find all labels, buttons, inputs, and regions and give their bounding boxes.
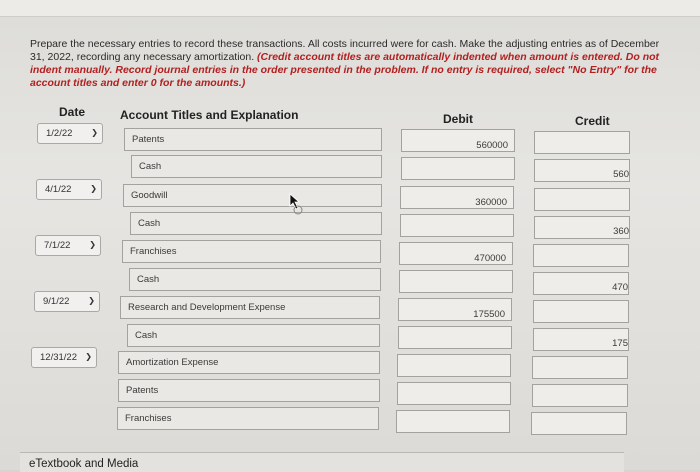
- account-field-10[interactable]: Patents: [118, 379, 380, 402]
- debit-field-5[interactable]: 470000: [399, 242, 513, 265]
- debit-field-11[interactable]: [396, 410, 510, 433]
- debit-field-3[interactable]: 360000: [400, 186, 514, 209]
- credit-field-5[interactable]: [533, 244, 629, 267]
- credit-field-9[interactable]: [532, 356, 628, 379]
- chevron-down-icon: ❯: [85, 352, 92, 361]
- account-field-9[interactable]: Amortization Expense: [118, 351, 380, 374]
- credit-field-8[interactable]: 175: [533, 328, 629, 351]
- credit-field-6[interactable]: 470: [533, 272, 629, 295]
- instructions-red-text: (Credit account titles are automatically indented when amount is entered. Do not indent manually. Record journal entries in the order presented in the problem. If no entry is required, select "No Entry" for the account titles and enter 0 for the amounts.): [30, 51, 660, 89]
- credit-field-3[interactable]: [534, 188, 630, 211]
- header-credit: Credit: [575, 114, 610, 128]
- instructions-text: Prepare the necessary entries to record these transactions. All costs incurred were for cash. Make the adjusting entries as of December 31, 2022, recording any necessary amortization.: [30, 38, 660, 63]
- chevron-down-icon: ❯: [90, 184, 97, 193]
- account-field-2[interactable]: Cash: [131, 155, 382, 178]
- debit-field-1[interactable]: 560000: [401, 129, 515, 152]
- date-select-1[interactable]: 1/2/22 ❯: [37, 123, 103, 144]
- account-field-1[interactable]: Patents: [124, 128, 382, 151]
- credit-field-4[interactable]: 360: [534, 216, 630, 239]
- credit-field-1[interactable]: [534, 131, 630, 154]
- debit-field-10[interactable]: [397, 382, 511, 405]
- credit-field-10[interactable]: [532, 384, 628, 407]
- account-field-11[interactable]: Franchises: [117, 407, 379, 430]
- date-select-5[interactable]: 12/31/22 ❯: [31, 347, 97, 368]
- credit-field-7[interactable]: [533, 300, 629, 323]
- chevron-down-icon: ❯: [89, 240, 96, 249]
- debit-field-4[interactable]: [400, 214, 514, 237]
- account-field-6[interactable]: Cash: [129, 268, 381, 291]
- debit-field-8[interactable]: [398, 326, 512, 349]
- instructions: [30, 38, 670, 90]
- header-debit: Debit: [443, 112, 473, 126]
- date-select-4[interactable]: 9/1/22 ❯: [34, 291, 100, 312]
- chevron-down-icon: ❯: [88, 296, 95, 305]
- account-field-5[interactable]: Franchises: [122, 240, 381, 263]
- debit-field-6[interactable]: [399, 270, 513, 293]
- date-select-2[interactable]: 4/1/22 ❯: [36, 179, 102, 200]
- header-account: Account Titles and Explanation: [120, 108, 299, 122]
- debit-field-9[interactable]: [397, 354, 511, 377]
- credit-field-2[interactable]: 560: [534, 159, 630, 182]
- etextbook-media-link[interactable]: eTextbook and Media: [20, 452, 624, 472]
- chevron-down-icon: ❯: [91, 128, 98, 137]
- header-date: Date: [59, 105, 86, 119]
- account-field-4[interactable]: Cash: [130, 212, 382, 235]
- credit-field-11[interactable]: [531, 412, 627, 435]
- account-field-8[interactable]: Cash: [127, 324, 380, 347]
- account-field-7[interactable]: Research and Development Expense: [120, 296, 380, 319]
- debit-field-2[interactable]: [401, 157, 515, 180]
- cursor-arrow-icon: [287, 192, 309, 218]
- date-select-3[interactable]: 7/1/22 ❯: [35, 235, 101, 256]
- account-field-3[interactable]: Goodwill: [123, 184, 382, 207]
- debit-field-7[interactable]: 175500: [398, 298, 512, 321]
- top-bar: [0, 0, 700, 17]
